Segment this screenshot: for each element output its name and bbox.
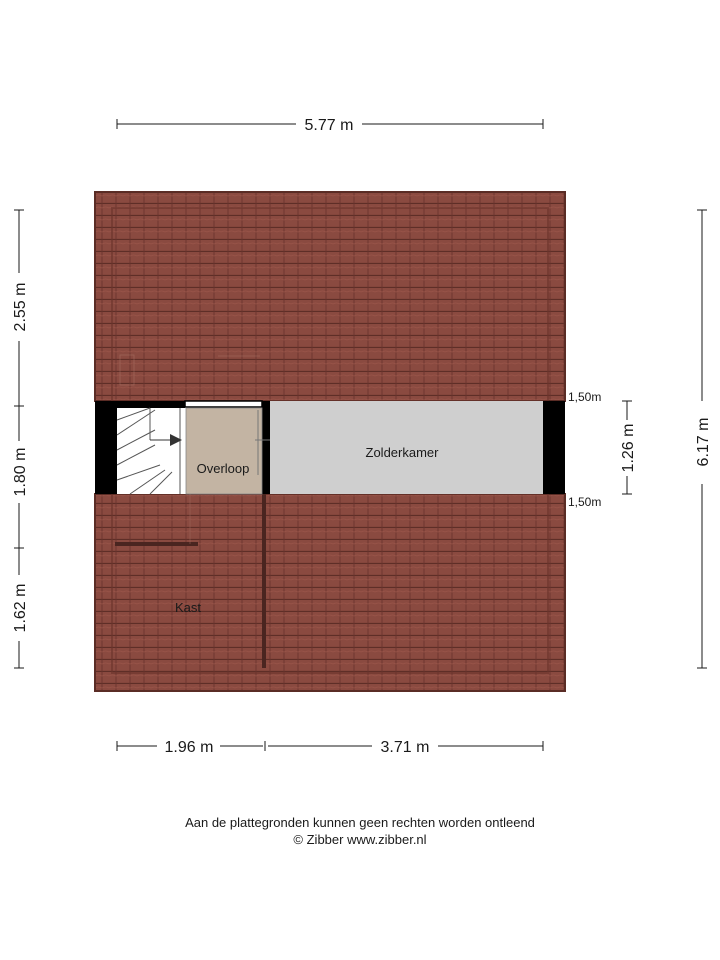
room-overloop [186,408,270,494]
room-zolderkamer [270,401,543,494]
room-label-kast: Kast [174,600,202,615]
dimension-label: 1.26 m [620,423,637,473]
wall-top-window [185,401,262,407]
dimension-label: 1.80 m [12,447,29,497]
wall-top-left [117,401,185,408]
dimension-label: 1.62 m [12,583,29,633]
footer-disclaimer: Aan de plattegronden kunnen geen rechten worden ontleend [185,815,535,830]
room-label-zolderkamer: Zolderkamer [365,445,439,460]
room-label-overloop: Overloop [196,461,250,476]
dimension-top-width [117,117,543,134]
wall-left [95,401,117,494]
dimension-label: 3.71 m [380,739,430,756]
dimension-right-total [695,210,712,668]
roof-bottom [95,494,565,691]
footer-copyright: © Zibber www.zibber.nl [293,832,427,847]
dimension-label: 5.77 m [304,117,354,134]
dimension-label: 1.96 m [164,739,214,756]
wall-partition [262,401,270,494]
dimension-right-room [620,401,637,494]
dimension-label: 2.55 m [12,282,29,332]
roof-top [95,192,565,401]
dimension-left [12,210,29,668]
height-mark-upper: 1,50m [568,390,602,404]
dimension-bottom [117,739,543,756]
wall-right [543,401,565,494]
height-mark-lower: 1,50m [568,495,602,509]
staircase [117,408,185,494]
dimension-label: 6.17 m [695,417,712,467]
